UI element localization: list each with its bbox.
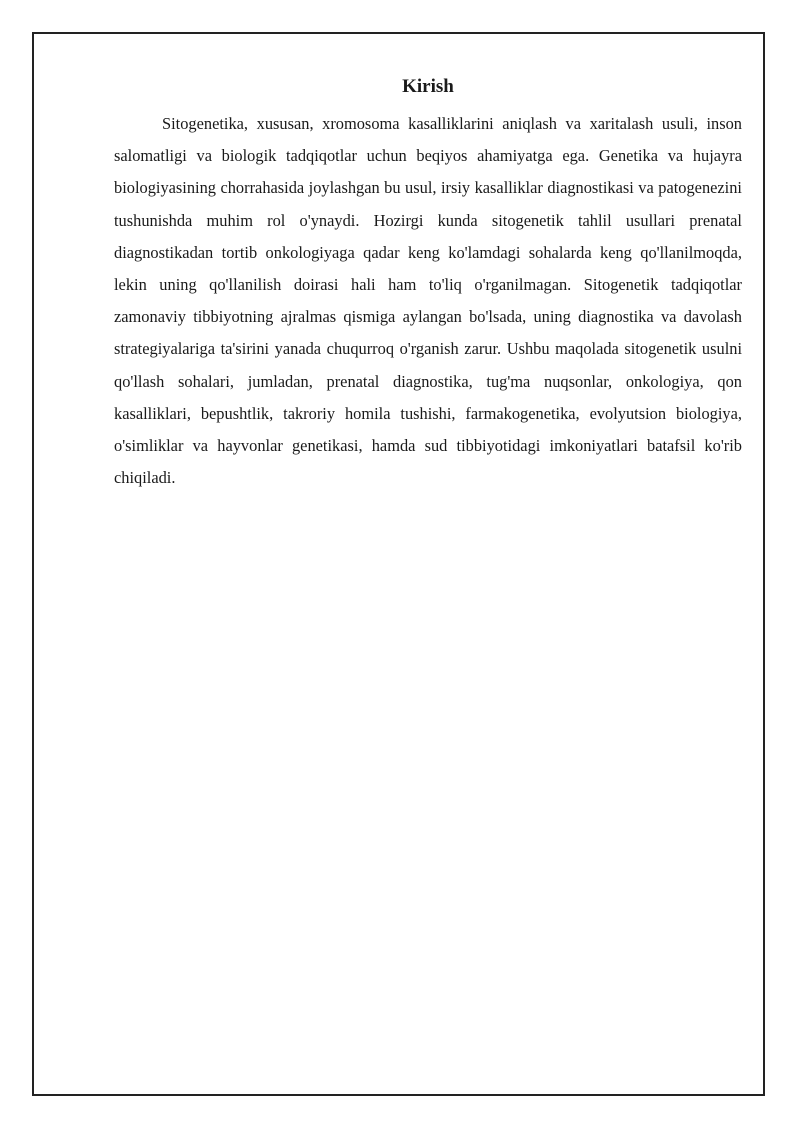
intro-paragraph: Sitogenetika, xususan, xromosoma kasalliklarini aniqlash va xaritalash usuli, inson salomatligi va biologik tadqiqotlar uchun beqiyos ahamiyatga ega. Genetika va hujayra biologiyasining chorrahasida joylashgan bu usul, irsiy kasalliklar diagnostikasi va patogenezini tushunishda muhim rol o'ynaydi. Hozirgi kunda sitogenetik tahlil usullari prenatal diagnostikadan tortib onkologiyaga qadar keng ko'lamdagi sohalarda keng qo'llanilmoqda, lekin uning qo'llanilish doirasi hali ham to'liq o'rganilmagan. Sitogenetik tadqiqotlar zamonaviy tibbiyotning ajralmas qismiga aylangan bo'lsada, uning diagnostika va davolash strategiyalariga ta'sirini yanada chuqurroq o'rganish zarur. Ushbu maqolada sitogenetik usulni qo'llash sohalari, jumladan, prenatal diagnostika, tug'ma nuqsonlar, onkologiya, qon kasalliklari, bepushtlik, takroriy homila tushishi, farmakogenetika, evolyutsion biologiya, o'simliklar va hayvonlar genetikasi, hamda sud tibbiyotidagi imkoniyatlari batafsil ko'rib chiqiladi.: [114, 114, 742, 488]
page-title: Kirish: [402, 76, 454, 97]
